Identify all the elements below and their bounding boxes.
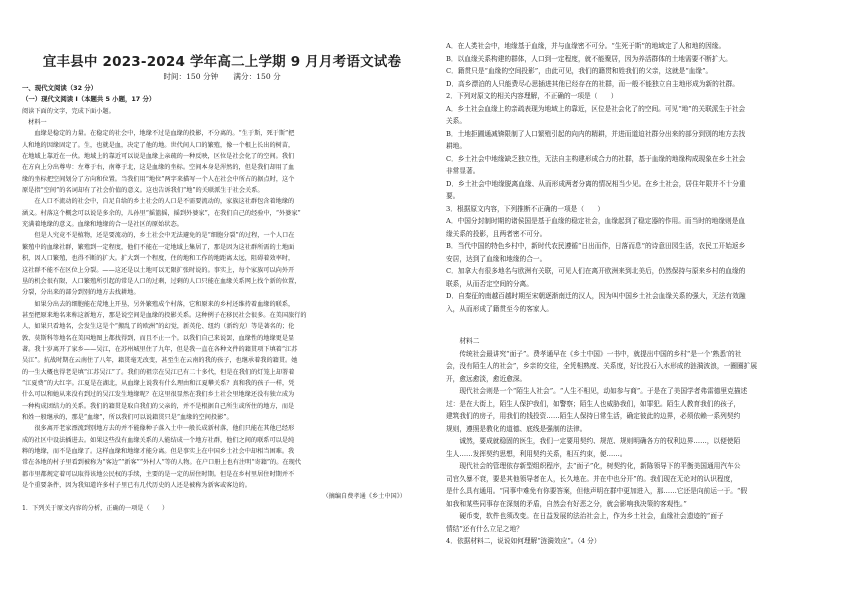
text-line: C．乡土社会中地缘缺乏独立性，无法自主构建形成合力的社群，基于血缘的地缘构成现象在乡土社会	[446, 154, 746, 163]
text-line: 在人口不流动的社会中，自足自给的乡土社会的人口是不需要流动的，家族这社群包含着地缘的	[22, 198, 295, 206]
text-line: 过：是在大街上，陌生人保护我们，如警察；陌生人也威胁我们，如罪犯。陌生人教育我们的孩子，	[446, 399, 741, 408]
text-line: 成的社区中设法插进去。如果这些没有血缘关系的人能结成一个地方社群，他们之间的联系可以是纯	[22, 436, 295, 444]
text-line: 人，如果只看地名，会发生这是个“搬乱了的欧洲”的幻觉，新英伦、纽约（新约克）等是著名的；伦	[22, 323, 295, 331]
text-line: 敦、莫斯科等地名在美国地图上都找得到，而且不止一个。以我们自己来说罢，血缘性的地缘更是显	[22, 334, 295, 342]
text-line: 垦的机会很有限，人口繁殖所引起的常是人口的过剩，过剩的人口只能在血缘关系网上找个新的位置，	[22, 277, 301, 285]
section-heading: （一）现代文阅读 I（本题共 5 小题，17 分）	[22, 95, 156, 104]
text-line: 充满着地缘的意义。血缘和地缘的合一是社区的原始状态。	[22, 221, 183, 229]
text-line: 常在各地的村子里看到被称为“客边”“新客”“外村人”等的人物。在户口册上也有注明“寄籍”的。在现代	[22, 459, 301, 467]
text-line: 在方向上分出尊卑：左尊于右，南尊于北，这是血缘的坐标。空间本身是浑然的，但是我们却用了血	[22, 164, 295, 172]
text-line: 的一生大概也得老是填“江苏吴江”了。我们的祖宗在吴江已有二十多代，但是在我们的灯笼上却署着	[22, 368, 295, 376]
text-line: A．在人类社会中，地缘基于血缘，并与血缘密不可分。“生死于斯”的地域定了人和地的因缘。	[446, 42, 726, 50]
text-line: 材料一	[22, 119, 47, 127]
text-line: 很多离开老家漂流到别地方去的并不能像种子落入土中一般长成新村落，他们只能在其他已经形	[22, 425, 295, 433]
text-line: 生人……发挥契约思想，利用契约关系，相互约束，便……。	[446, 449, 627, 458]
text-line: 材料二	[446, 337, 480, 345]
text-line: 要。	[446, 192, 460, 200]
text-line: 入，从而形成了籍贯至今的客家人。	[446, 304, 553, 313]
text-line: 会，没有陌生人的社会”，乡亲的交往，全凭相熟度、关系度，好比投石入水形成的涟漪波浪，一圈圈扩展	[446, 362, 758, 370]
text-line: 吴江”。抗战时期在云南住了八年，籍贯毫无改变，甚至生在云南的我的孩子，也继承着我的籍贯。她	[22, 357, 298, 365]
text-line: 人和地的因缘固定了。生，也就是血，决定了他的地。世代间人口的繁殖，像一个根上长出的树苗，	[22, 141, 295, 149]
text-line: 如果分出去的细胞能在荒地上开垦，另外繁殖成个村落，它和原来的乡村还维持着血缘的联系，	[22, 300, 295, 308]
text-line: 但是人究竟不是植物，还是要流动的，乡土社会中无法避免的是“细胞分裂”的过程，一个人口在	[22, 232, 295, 240]
text-line: 3．根据原文内容，下列推断不正确的一项是（ ）	[446, 204, 605, 213]
text-line: 阅读下面的文字，完成下面小题。	[22, 107, 115, 115]
text-line: D．乡土社会中地缘脱离血缘、从而形成两者分离的情况相当少见。在乡土社会，居住年限并不十分重	[446, 179, 746, 188]
section-heading: 一、现代文阅读（32 分）	[22, 84, 98, 92]
text-line: B．以血缘关系构建的群体，人口到一定程度，就不能聚居，因为养活群体的土地需要不断扩大。	[446, 54, 732, 63]
text-line: 积，因人口繁殖，也得不断的扩大。扩大到一个程度，住的地和工作的地距离太远，阻碍着效率时，	[22, 255, 295, 263]
text-line: 都市里都规定着可以取得该地公民权的手续，主要的是一定的居住时期。但是在乡村里居住时期并不	[22, 470, 295, 478]
text-line: 诚然，要成就稳固的医生，我们一定要用契约、规范、规则明确各方的权利边界……，以便使陌	[446, 437, 741, 445]
text-line: 司官久暴不衰，要是其他领导者在人，长久地在。并在中也分开”的。我们现在无论对的认识程度，	[446, 474, 737, 483]
text-line: 分裂，分出来的部分到别的地方去找耕地。	[22, 289, 140, 297]
text-line: 耕地。	[446, 142, 467, 150]
text-line: （摘编自费孝通《乡土中国》）	[322, 493, 406, 501]
text-line: 在地域上靠近在一伙。地域上的靠近可以说是血缘上亲疏的一种反映，区位是社会化了的空间。我们	[22, 153, 295, 161]
text-line: “江夏费”的大红字。江夏是在湖北，从血缘上说我有什么理由和江夏攀关系？真和我的孩子一样，凭	[22, 379, 295, 387]
text-line: B．当代中国的特色乡村中，新时代农民遵循“日出而作，日落而息”的诗意田园生活，农民工开始返乡	[446, 242, 746, 250]
text-line: A．中国分封制时期的诸侯国是基于血缘的稳定社会，血缘起到了稳定器的作用。而当时的地缘则是血	[446, 217, 746, 225]
text-line: 什么可以和她从来没有到过的吴江发生地缘呢？在这里很显然在我们乡土社会里地缘还没有独立成为	[22, 391, 295, 399]
exam-meta: 时间：150 分钟 满分：150 分	[163, 72, 281, 81]
text-line: 4．依据材料二，说说如何理解“涟漪效应”。（4 分）	[446, 537, 601, 545]
text-line: 原是指“空间”的名词却有了社会价值的意义。这也告诉我们“地”的关联派生于社会关系。	[22, 187, 264, 195]
text-line: 非常显著。	[446, 167, 480, 175]
text-line: B．土地拒圃通减锛限制了人口繁殖引起的向内的精耕，并进而道迫社群分出来的部分到别的地方去找	[446, 129, 746, 138]
text-line: 现代社会则是一个“陌生人社会”。“人生不相见，动如参与商”。于是在了美国学者弗雷德里克描述	[446, 387, 748, 395]
text-line: 传统社会最讲究“面子”。费孝通早在《乡土中国》一书中，就提出中国的乡村“是一个‘熟悉’的社	[446, 349, 742, 358]
text-line: 硬币变，软件也须改变。在日益发展的法治社会上，作为乡土社会，血缘社会遗迹的“面子	[446, 512, 724, 520]
text-line: C．加拿大有很多地名与欧洲有关联，可见人们在离开欧洲来到北美后，仍然保持与原来乡村的血缘的	[446, 267, 746, 275]
text-line: 缘关系的投影，且两者密不可分。	[446, 229, 547, 238]
text-line: 情结”还有什么立足之地？	[446, 524, 523, 533]
text-line: 1．下列关于原文内容的分析，正确的一项是（ ）	[22, 504, 169, 512]
right-text-block	[446, 40, 846, 548]
text-line: 甚至把原来地名来称这新地方，那是说空间是血缘的投影关系。这种例子在移民社会很多。在美国旅行的	[22, 311, 307, 319]
text-line: 开，愈远愈淡，愈近愈深。	[446, 374, 527, 383]
text-line: 如我和某些同事存在深刻的矛盾，自然会有好恶之分，就会影响我决策的客观性。”	[446, 499, 687, 508]
text-line: 涵义。村落这个概念可以说是多余的，儿孙里“摇篮摇，摇到外婆家”，在我们自己的经验中，“外婆家”	[22, 209, 301, 217]
text-line: C．籍贯只是“血缘的空间投影”，由此可见，我们的籍贯和姓我们的父亲，这就是“血缘”。	[446, 67, 713, 75]
text-line: 建筑我们的房子，用我们的钱投资……陌生人保持日常生活，确定彼此的边界，必须依赖一系列契约	[446, 412, 741, 420]
text-line: 缘的坐标把空间划分了方向和位置。当我们用“地位”两字来描写一个人在社会中所占的据点时，这个	[22, 175, 295, 183]
text-line: 粹的地缘，而不是血缘了。这样血缘和地缘才能分离。但是事实上在中国乡土社会中却相当困难。我	[22, 448, 295, 455]
text-line: A．乡土社会血缘上的亲疏表现为地域上的靠近，区位是社会化了的空间。可见“地”的关联派生于社会	[446, 104, 746, 113]
text-line: 现代社会的管理依存新型组织程序，去“面子”化，树契约化，新陈领导下的平衡美国通用汽车公	[446, 462, 741, 470]
text-line: 血缘是稳定的力量。在稳定的社会中，地缘不过是血缘的投影，不分离的。“生于斯，死于斯”把	[22, 130, 295, 138]
text-line: 和姓一般继承的，那是“血缘”，所以我们可以说籍贯只是“血缘的空间投影”。	[22, 413, 233, 421]
text-line: 安居，达到了血缘和地缘的合一。	[446, 254, 547, 263]
text-line: 是个重要条件，因为我知道许多村子里已有几代历史的人还是被称为新客或客边的。	[22, 482, 251, 490]
text-line: 联系，从而否定空间的分离。	[446, 279, 533, 288]
text-line: 繁殖中的血缘社群，繁殖到一定程度，他们不能在一定地域上集居了，那是因为这社群所需的土地面	[22, 243, 295, 251]
left-text-block	[22, 83, 422, 514]
text-line: D．自秦征的南越百越时期至宋朝逐渐南迁的汉人，因为叫中国乡土社会血缘关系的强大，无法有效融	[446, 292, 746, 300]
page-title: 宜丰县中 2023-2024 学年高二上学期 9 月月考语文试卷	[42, 54, 402, 70]
text-line: 是什么具有通用。“同事中难免有你要答案，但他声明在群中更加进入，那……它还是向前运一于。“假	[446, 487, 748, 495]
text-line: 著。我十岁离开了家乡——吴江，在苏州城里住了九年，但是我一直在各种文件的籍贯项下填着“江苏	[22, 345, 298, 353]
text-line: 规则，遵照是教化的道德、底线是强制的法律。	[446, 424, 587, 433]
text-line: 这社群不能不在区位上分裂。——这还是以土地可以无限扩张时说的。事实上，每个家族可以向外开	[22, 266, 295, 274]
text-line: 关系。	[446, 117, 467, 125]
text-line: 一种构成团结力的关系。我们的籍贯是取自我们的父亲的，并不是根据自己所生或所住的地方，而是	[22, 402, 295, 410]
text-line: 2．下列对原文的相关内容理解，不正确的一项是（ ）	[446, 92, 618, 100]
text-line	[446, 315, 846, 335]
text-line: D．高乡漂泊的人只能费尽心思插进其他已经存在的社群，而一般不能独立自主地形成为新的社群。	[446, 79, 739, 88]
